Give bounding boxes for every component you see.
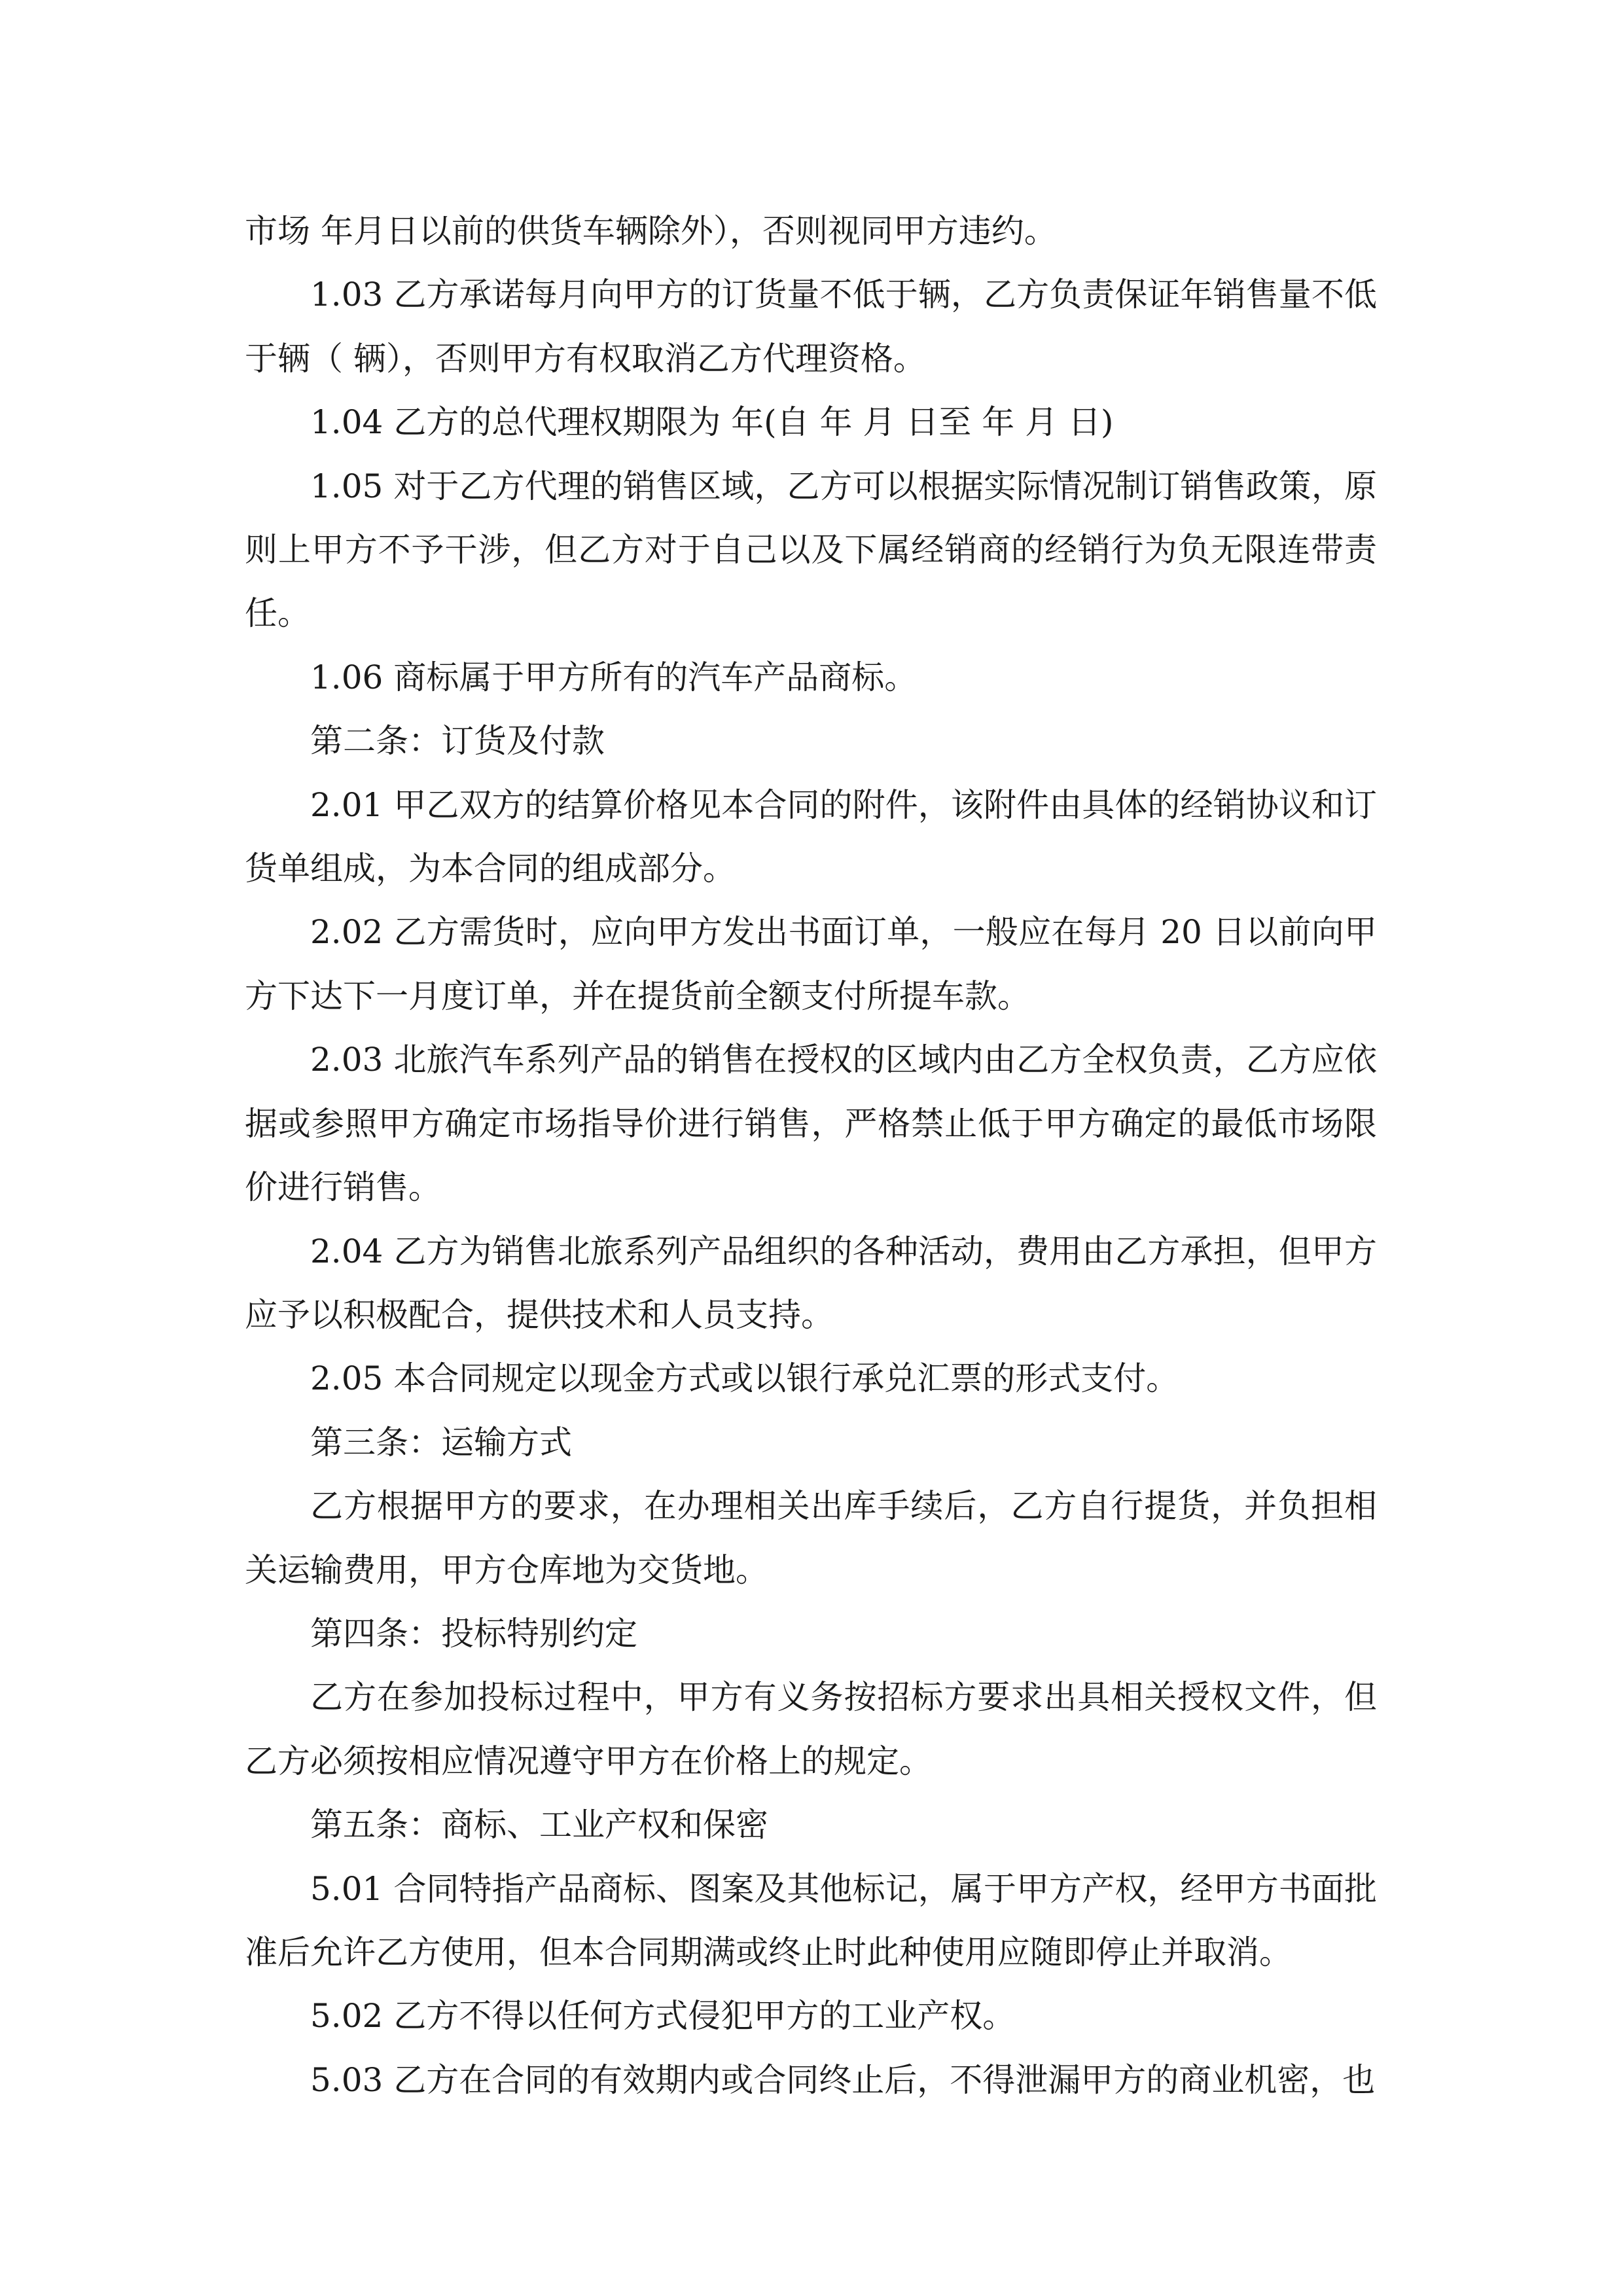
clause-2-02: 2.02 乙方需货时，应向甲方发出书面订单，一般应在每月 20 日以前向甲方下达下一月度订单，并在提货前全额支付所提车款。 [245,913,1377,1015]
clause-1-05: 1.05 对于乙方代理的销售区域，乙方可以根据实际情况制订销售政策，原则上甲方不予干涉，但乙方对于自己以及下属经销商的经销行为负无限连带责任。 [245,467,1377,633]
clause-5-03: 5.03 乙方在合同的有效期内或合同终止后，不得泄漏甲方的商业机密，也 [310,2060,1376,2099]
clause-2-05: 2.05 本合同规定以现金方式或以银行承兑汇票的形式支付。 [310,1359,1179,1398]
document-body [245,200,1377,2112]
clause-4-body: 乙方在参加投标过程中，甲方有义务按招标方要求出具相关授权文件，但乙方必须按相应情况遵守甲方在价格上的规定。 [245,1678,1377,1780]
clause-5-01: 5.01 合同特指产品商标、图案及其他标记，属于甲方产权，经甲方书面批准后允许乙方使用，但本合同期满或终止时此种使用应随即停止并取消。 [245,1869,1377,1971]
clause-2-04: 2.04 乙方为销售北旅系列产品组织的各种活动，费用由乙方承担，但甲方应予以积极配合，提供技术和人员支持。 [245,1232,1377,1334]
section-heading-4: 第四条：投标特别约定 [310,1614,637,1653]
clause-1-04: 1.04 乙方的总代理权期限为 年(自 年 月 日至 年 月 日) [310,403,1114,442]
clause-1-03: 1.03 乙方承诺每月向甲方的订货量不低于辆，乙方负责保证年销售量不低于辆（ 辆），否则甲方有权取消乙方代理资格。 [245,276,1377,378]
clause-3-body: 乙方根据甲方的要求，在办理相关出库手续后，乙方自行提货，并负担相关运输费用，甲方仓库地为交货地。 [245,1487,1377,1589]
section-heading-2: 第二条：订货及付款 [310,722,605,761]
paragraph-continuation: 市场 年月日以前的供货车辆除外），否则视同甲方违约。 [245,212,1057,250]
section-heading-3: 第三条：运输方式 [310,1423,572,1462]
clause-2-03: 2.03 北旅汽车系列产品的销售在授权的区域内由乙方全权负责，乙方应依据或参照甲方确定市场指导价进行销售，严格禁止低于甲方确定的最低市场限价进行销售。 [245,1041,1377,1207]
section-heading-5: 第五条：商标、工业产权和保密 [310,1806,768,1844]
clause-1-06: 1.06 商标属于甲方所有的汽车产品商标。 [310,658,918,696]
clause-2-01: 2.01 甲乙双方的结算价格见本合同的附件，该附件由具体的经销协议和订货单组成，为本合同的组成部分。 [245,785,1377,888]
clause-5-02: 5.02 乙方不得以任何方式侵犯甲方的工业产权。 [310,1997,1016,2036]
